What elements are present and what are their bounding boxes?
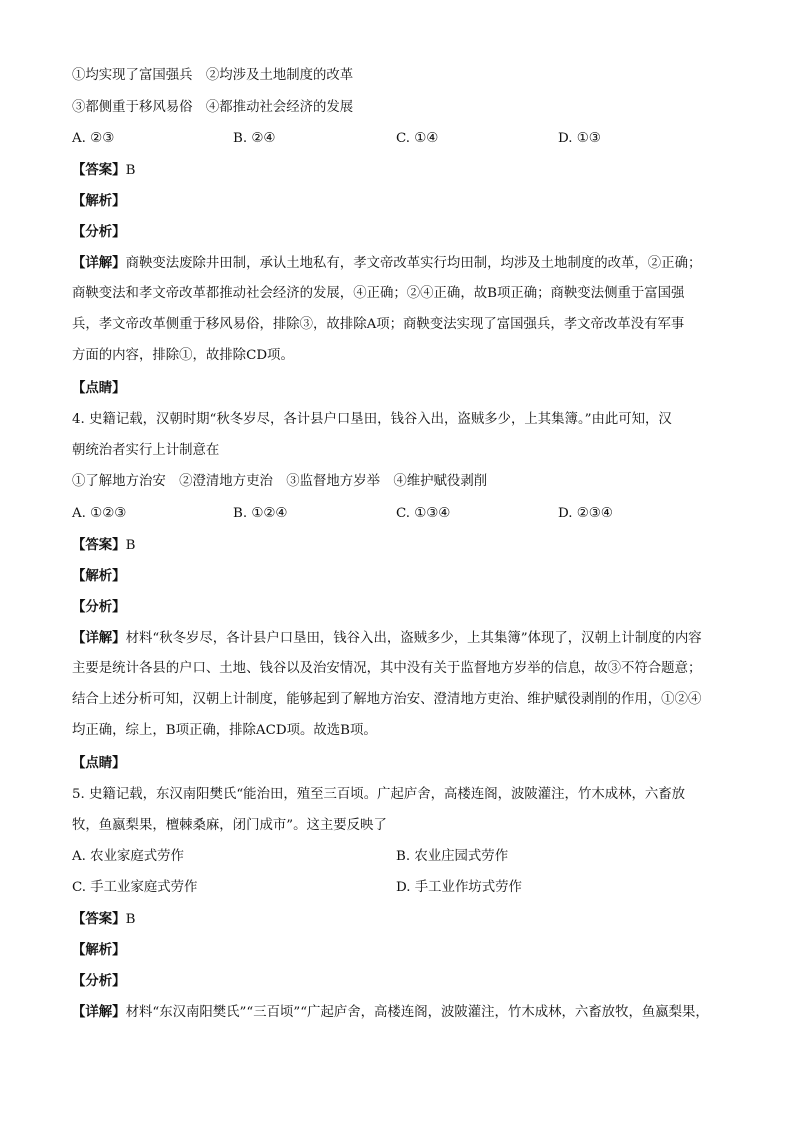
q3-detail-line-2: 商鞅变法和孝文帝改革都推动社会经济的发展，④正确；②④正确，故B项正确；商鞅变法侧重于富国强 [72, 286, 685, 301]
q5-answer-tag: 【答案】 [72, 911, 126, 927]
q4-answer: B [125, 538, 136, 553]
q5-fenxi-heading: 【分析】 [72, 973, 126, 989]
q3-option-c: C. ①④ [396, 131, 439, 146]
q3-option-a: A. ②③ [72, 131, 115, 146]
q5-option-b: B. 农业庄园式劳作 [396, 849, 509, 864]
q5-answer-line [72, 909, 722, 929]
q5-stem-line-2: 牧，鱼嬴梨果，檀棘桑麻，闭门成市”。这主要反映了 [72, 818, 387, 833]
q5-option-c: C. 手工业家庭式劳作 [72, 880, 198, 895]
q3-detail-line-1 [72, 253, 722, 273]
q4-jiexi-heading: 【解析】 [72, 568, 126, 584]
q3-answer: B [125, 163, 136, 178]
q3-option-b: B. ②④ [233, 131, 276, 146]
q4-stem-line-1: 4. 史籍记载，汉朝时期“秋冬岁尽，各计县户口垦田，钱谷入出，盗贼多少，上其集簿。”由此可知，汉 [72, 412, 672, 427]
q3-detail-line-4: 方面的内容，排除①，故排除CD项。 [72, 348, 294, 363]
q4-fenxi-heading: 【分析】 [72, 599, 126, 615]
q3-dianjing-heading: 【点睛】 [72, 380, 126, 396]
q4-answer-line [72, 535, 722, 555]
q4-detail-line-4: 均正确，综上，B项正确，排除ACD项。故选B项。 [72, 723, 377, 738]
q5-stem-line-1: 5. 史籍记载，东汉南阳樊氏“能治田，殖至三百顷。广起庐舍，高楼连阁，波陂灌注，竹木成林，六畜放 [72, 787, 686, 802]
q4-detail-line-1 [72, 628, 722, 648]
q5-option-a: A. 农业家庭式劳作 [72, 849, 184, 864]
q4-detail-line-2: 主要是统计各县的户口、土地、钱谷以及治安情况，其中没有关于监督地方岁举的信息，故③不符合题意； [72, 661, 702, 676]
q3-answer-line [72, 160, 722, 180]
q4-choices: ①了解地方治安 ②澄清地方吏治 ③监督地方岁举 ④维护赋役剥削 [72, 474, 488, 489]
q5-answer: B [125, 912, 136, 927]
q4-detail-tag: 【详解】 [72, 630, 126, 646]
q4-answer-tag: 【答案】 [72, 537, 126, 553]
q4-option-a: A. ①②③ [72, 506, 127, 521]
q4-stem-line-2: 朝统治者实行上计制意在 [72, 443, 220, 458]
q5-detail-line-1 [72, 1002, 722, 1022]
q5-detail-tag: 【详解】 [72, 1004, 126, 1020]
q3-fenxi-heading: 【分析】 [72, 224, 126, 240]
q4-option-c: C. ①③④ [396, 506, 451, 521]
q3-detail-text-1: 商鞅变法废除井田制，承认土地私有，孝文帝改革实行均田制，均涉及土地制度的改革，②正确； [125, 256, 702, 271]
q3-choice-line-2: ③都侧重于移风易俗 ④都推动社会经济的发展 [72, 100, 354, 115]
q3-choice-line-1: ①均实现了富国强兵 ②均涉及土地制度的改革 [72, 68, 354, 83]
q4-option-b: B. ①②④ [233, 506, 288, 521]
q4-dianjing-heading: 【点睛】 [72, 755, 126, 771]
q3-jiexi-heading: 【解析】 [72, 193, 126, 209]
q3-option-d: D. ①③ [558, 131, 601, 146]
q4-detail-line-3: 结合上述分析可知，汉朝上计制度，能够起到了解地方治安、澄清地方吏治、维护赋役剥削的作用，①②④ [72, 692, 702, 707]
q5-detail-text-1: 材料“东汉南阳樊氏”“三百顷”“广起庐舍，高楼连阁，波陂灌注，竹木成林，六畜放牧，鱼嬴梨果， [125, 1005, 709, 1020]
q5-jiexi-heading: 【解析】 [72, 942, 126, 958]
q3-answer-tag: 【答案】 [72, 162, 126, 178]
q3-detail-tag: 【详解】 [72, 255, 126, 271]
q3-detail-line-3: 兵，孝文帝改革侧重于移风易俗，排除③，故排除A项；商鞅变法实现了富国强兵，孝文帝改革没有军事 [72, 317, 685, 332]
q5-option-d: D. 手工业作坊式劳作 [396, 880, 522, 895]
q4-detail-text-1: 材料“秋冬岁尽，各计县户口垦田，钱谷入出，盗贼多少，上其集簿”体现了，汉朝上计制度的内容 [125, 631, 702, 646]
q4-option-d: D. ②③④ [558, 506, 613, 521]
